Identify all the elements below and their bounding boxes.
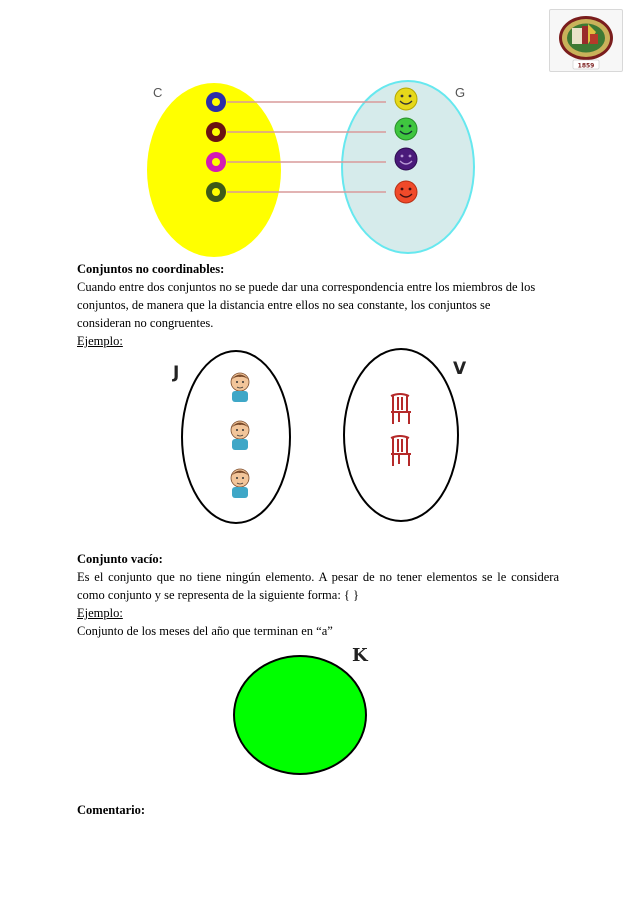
example-label: Ejemplo:	[77, 334, 123, 348]
set-j-label: J	[173, 363, 180, 383]
chair-icon	[391, 436, 411, 466]
seal-icon	[550, 10, 622, 71]
set-c-label: C	[153, 85, 163, 100]
university-logo	[549, 9, 623, 72]
body-line: consideran no congruentes.	[77, 316, 214, 330]
section-body-no-coordinables	[77, 278, 559, 332]
figure-empty-set	[230, 640, 380, 780]
body-line: Cuando entre dos conjuntos no se puede dar una correspondencia entre los miembros de los	[77, 280, 536, 294]
purple-smiley-icon	[395, 148, 417, 170]
section-body-empty-set	[77, 568, 559, 604]
svg-text:1859: 1859	[577, 62, 595, 70]
boy-icon	[231, 373, 249, 402]
yellow-smiley-icon	[395, 88, 417, 110]
section-title-empty-set: Conjunto vacío:	[77, 552, 163, 566]
figure-non-coordinable-sets	[170, 348, 470, 528]
figure-coordinable-sets	[140, 75, 485, 260]
magenta-ring-icon	[206, 152, 226, 172]
olive-ring-icon	[206, 182, 226, 202]
boy-icon	[231, 421, 249, 450]
maroon-ring-icon	[206, 122, 226, 142]
red-smiley-icon	[395, 181, 417, 203]
set-k-ellipse	[234, 656, 366, 774]
green-smiley-icon	[395, 118, 417, 140]
set-v-ellipse	[344, 349, 458, 521]
set-k-label: K	[352, 645, 368, 666]
set-v-label: V	[453, 359, 467, 379]
body-line: Es el conjunto que no tiene ningún elemento. A pesar de no tener elementos se le considera	[77, 570, 559, 584]
chair-icon	[391, 394, 411, 424]
body-line: como conjunto y se representa de la siguiente forma: { }	[77, 588, 360, 602]
blue-ring-icon	[206, 92, 226, 112]
example-text: Conjunto de los meses del año que terminan en “a”	[77, 624, 333, 638]
boy-icon	[231, 469, 249, 498]
example-label: Ejemplo:	[77, 606, 123, 620]
section-title-no-coordinables: Conjuntos no coordinables:	[77, 262, 225, 276]
section-title-comment: Comentario:	[77, 803, 146, 817]
set-g-label: G	[455, 85, 466, 100]
body-line: conjuntos, de manera que la distancia entre ellos no sea constante, los conjuntos se	[77, 298, 491, 312]
